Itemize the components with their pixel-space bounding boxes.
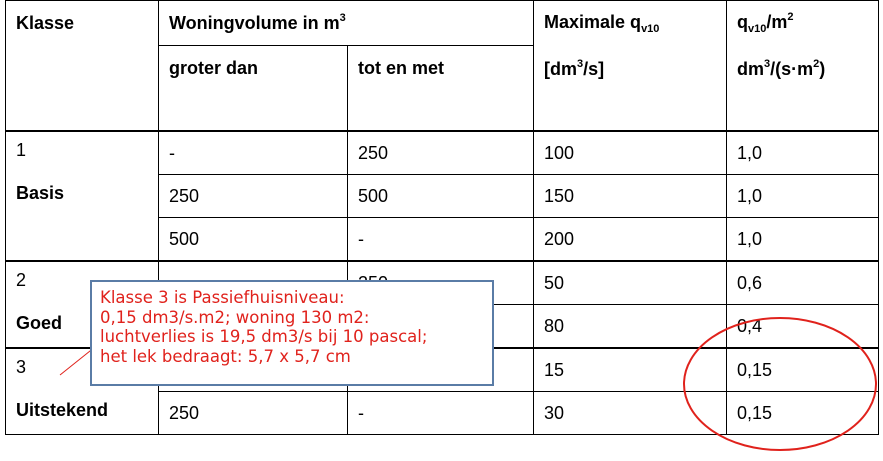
header-unit-dm3sm2: $dm^3/(s\cdot m^2)$ [727, 46, 879, 132]
klasse-name: Basis [16, 183, 65, 203]
max-cell: 30 [534, 392, 727, 435]
header-woningvolume: Woningvolume in $m^3$ [159, 1, 534, 46]
callout-line: 0,15 dm3/s.m2; woning 130 m2: [100, 307, 370, 327]
header-row-1 [6, 1, 879, 46]
callout-line: luchtverlies is 19,5 dm3/s bij 10 pascal; [100, 327, 428, 346]
q-cell: 0,6 [727, 261, 879, 305]
max-cell: 200 [534, 218, 727, 262]
max-cell: 150 [534, 175, 727, 218]
tot-cell: 250 [348, 131, 534, 175]
header-q-per-m2: $q_{v10}/m^2$ [727, 1, 879, 46]
header-row-2 [6, 46, 879, 132]
q-cell: 1,0 [727, 131, 879, 175]
groter-cell: 500 [159, 218, 348, 262]
tot-cell: - [348, 218, 534, 262]
max-cell: 80 [534, 305, 727, 349]
groter-cell: 250 [159, 392, 348, 435]
klasse-number: 1 [16, 140, 27, 160]
q-cell: 0,15 [727, 348, 879, 392]
q-cell: 1,0 [727, 175, 879, 218]
callout-line: Klasse 3 is Passiefhuisniveau: [100, 288, 345, 307]
tot-cell: - [348, 392, 534, 435]
header-groter-dan: groter dan [159, 46, 348, 132]
q-cell: 0,4 [727, 305, 879, 349]
max-cell: 50 [534, 261, 727, 305]
max-cell: 15 [534, 348, 727, 392]
callout-line: het lek bedraagt: 5,7 x 5,7 cm [100, 346, 351, 366]
groter-cell: - [159, 131, 348, 175]
klasse-name: Uitstekend [16, 400, 109, 420]
max-cell: 100 [534, 131, 727, 175]
header-klasse: Klasse [6, 1, 159, 46]
q-cell: 1,0 [727, 218, 879, 262]
tot-cell: 500 [348, 175, 534, 218]
klasse-number: 3 [16, 357, 27, 377]
header-klasse-blank [6, 46, 159, 132]
groter-cell: 250 [159, 175, 348, 218]
klasse-cell [6, 131, 159, 261]
header-tot-en-met: tot en met [348, 46, 534, 132]
klasse-name: Goed [16, 313, 63, 333]
table-row [6, 131, 879, 175]
header-maximale: Maximale $q_{v10}$ [534, 1, 727, 46]
callout-note [90, 280, 494, 386]
q-cell: 0,15 [727, 392, 879, 435]
klasse-number: 2 [16, 270, 27, 290]
header-unit-dm3s: $[dm^3/s]$ [534, 46, 727, 132]
